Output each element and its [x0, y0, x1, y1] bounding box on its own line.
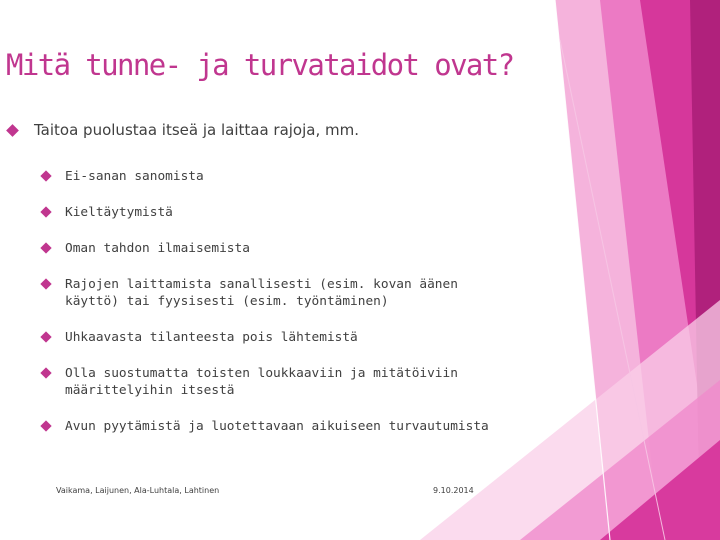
- list-item-text: Rajojen laittamista sanallisesti (esim. kovan äänen käyttö) tai fyysisesti (esim. työntäminen): [65, 277, 458, 309]
- footer-authors: Vaikama, Laijunen, Ala-Luhtala, Lahtinen: [56, 486, 220, 495]
- list-item-text: Uhkaavasta tilanteesta pois lähtemistä: [65, 330, 358, 345]
- list-item: [42, 276, 512, 310]
- list-item: [42, 329, 512, 346]
- list-item: [42, 204, 512, 221]
- list-item: [42, 365, 512, 399]
- diamond-bullet-icon: [40, 331, 51, 342]
- diamond-bullet-icon: [6, 124, 19, 137]
- list-item: [42, 418, 512, 435]
- list-item-text: Oman tahdon ilmaisemista: [65, 241, 250, 256]
- footer-date: 9.10.2014: [433, 486, 474, 495]
- main-point: [8, 121, 359, 139]
- slide-title: Mitä tunne- ja turvataidot ovat?: [6, 48, 514, 82]
- diamond-bullet-icon: [40, 242, 51, 253]
- diamond-bullet-icon: [40, 170, 51, 181]
- diamond-bullet-icon: [40, 206, 51, 217]
- list-item-text: Olla suostumatta toisten loukkaaviin ja mitätöiviin määrittelyihin itsestä: [65, 366, 458, 398]
- list-item: [42, 168, 512, 185]
- list-item-text: Kieltäytymistä: [65, 205, 173, 220]
- main-point-text: Taitoa puolustaa itseä ja laittaa rajoja, mm.: [34, 121, 359, 139]
- diamond-bullet-icon: [40, 278, 51, 289]
- list-item-text: Avun pyytämistä ja luotettavaan aikuiseen turvautumista: [65, 419, 489, 434]
- diamond-bullet-icon: [40, 420, 51, 431]
- diamond-bullet-icon: [40, 367, 51, 378]
- list-item-text: Ei-sanan sanomista: [65, 169, 204, 184]
- sub-bullet-list: [42, 168, 512, 454]
- list-item: [42, 240, 512, 257]
